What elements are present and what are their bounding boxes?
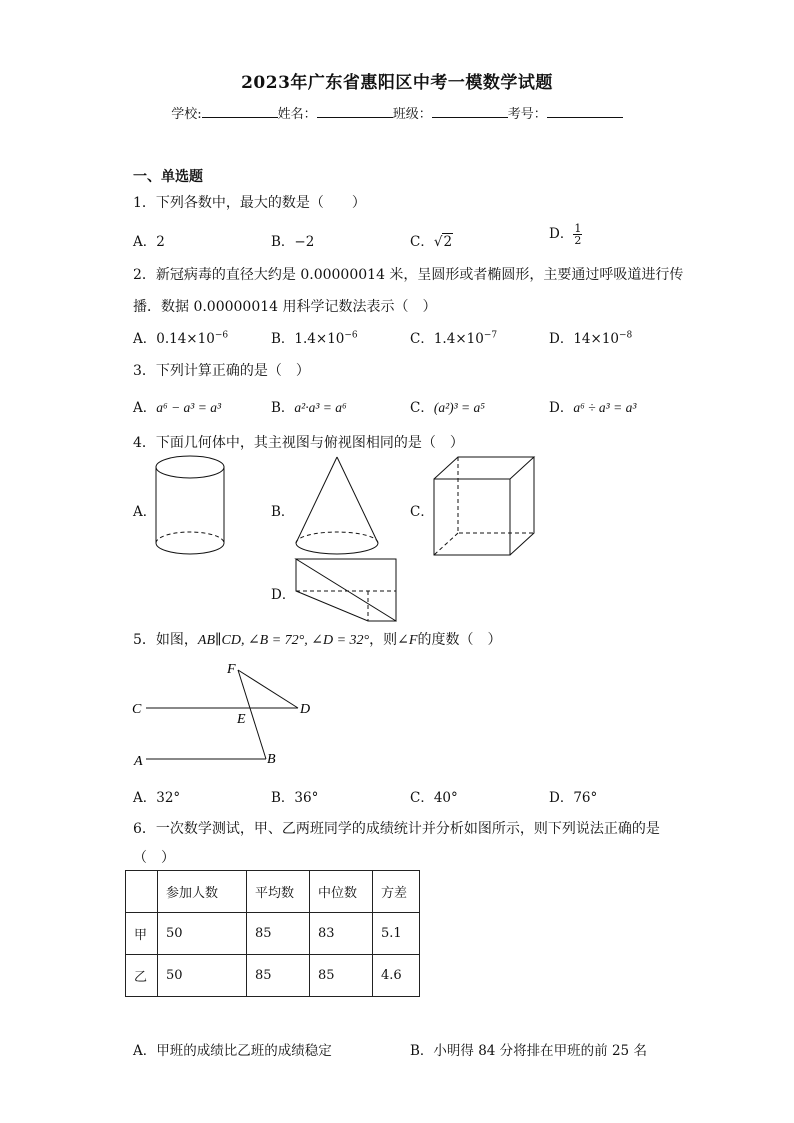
q1-stem: 1．下列各数中，最大的数是（ ） xyxy=(133,195,366,211)
exam-no-label: 考号： xyxy=(507,107,547,122)
q5-option-d: D．76° xyxy=(549,790,598,806)
table-cell: 85 xyxy=(247,955,310,997)
table-cell: 5.1 xyxy=(373,913,420,955)
q3-c-expr: (a²)³ = a⁵ xyxy=(433,400,485,415)
q3-option-a xyxy=(133,396,221,416)
parallel-lines-figure xyxy=(130,655,330,775)
q6-option-a: A．甲班的成绩比乙班的成绩稳定 xyxy=(133,1043,332,1059)
q3-a-expr: a⁶ − a³ = a³ xyxy=(156,400,222,415)
school-label: 学校: xyxy=(171,107,202,122)
label-a: A xyxy=(134,754,143,769)
q4-option-c: C． xyxy=(410,504,434,520)
table-cell: 4.6 xyxy=(373,955,420,997)
q1-option-b xyxy=(271,230,314,250)
table-cell: 85 xyxy=(247,913,310,955)
class-label: 班级： xyxy=(392,107,432,122)
label-e: E xyxy=(237,712,246,727)
q1-c-prefix: C． xyxy=(410,234,434,250)
q3-stem: 3．下列计算正确的是（ ） xyxy=(133,363,310,379)
q2-d-exp: −8 xyxy=(619,330,633,341)
q6-stem-line1: 6．一次数学测试，甲、乙两班同学的成绩统计并分析如图所示，则下列说法正确的是 xyxy=(133,821,660,837)
q5-stem-suffix: 的度数（ ） xyxy=(417,632,502,648)
q4-option-b: B． xyxy=(271,504,295,520)
q5-stem-angle: ∠F xyxy=(397,633,418,648)
table-cell: 50 xyxy=(158,913,247,955)
q5-option-c: C．40° xyxy=(410,790,458,806)
q3-option-c xyxy=(410,396,485,416)
table-header-cell: 方差 xyxy=(373,871,420,913)
cylinder-figure xyxy=(150,455,230,560)
table-cell: 83 xyxy=(310,913,373,955)
table-header-cell: 参加人数 xyxy=(158,871,247,913)
q1-b-prefix: B． xyxy=(271,234,295,250)
school-blank[interactable] xyxy=(202,105,278,118)
q3-d-prefix: D． xyxy=(549,400,574,416)
q5-stem xyxy=(133,629,501,649)
q2-b-prefix: B． xyxy=(271,331,295,347)
class-blank[interactable] xyxy=(432,105,508,118)
q2-a-prefix: A． xyxy=(133,331,157,347)
q5-stem-prefix: 5．如图， xyxy=(133,632,198,648)
q2-c-prefix: C． xyxy=(410,331,434,347)
table-header-cell: 平均数 xyxy=(247,871,310,913)
q3-d-expr: a⁶ ÷ a³ = a³ xyxy=(573,400,637,415)
label-c: C xyxy=(132,702,142,717)
q1-c-radicand: 2 xyxy=(443,234,453,250)
student-info-line xyxy=(0,103,794,122)
name-blank[interactable] xyxy=(317,105,393,118)
q5-stem-mid: ，则 xyxy=(369,632,398,648)
q5-option-a: A．32° xyxy=(133,790,181,806)
q5-option-b: B．36° xyxy=(271,790,319,806)
table-row xyxy=(126,913,420,955)
cube-figure xyxy=(430,455,540,560)
q2-c-base: 1.4×10 xyxy=(433,331,484,347)
q5-stem-condition: AB∥CD, ∠B = 72°, ∠D = 32° xyxy=(197,633,370,648)
exam-no-blank[interactable] xyxy=(547,105,623,118)
q3-option-d xyxy=(549,396,636,416)
q4-option-d: D． xyxy=(271,587,296,603)
label-b: B xyxy=(267,752,276,767)
label-f: F xyxy=(227,662,236,677)
q3-c-prefix: C． xyxy=(410,400,434,416)
table-cell: 85 xyxy=(310,955,373,997)
q2-b-exp: −6 xyxy=(344,330,358,341)
q1-option-d xyxy=(549,222,582,246)
section-title: 一、单选题 xyxy=(133,169,203,185)
q3-b-expr: a²·a³ = a⁶ xyxy=(294,400,347,415)
q2-a-base: 0.14×10 xyxy=(156,331,215,347)
q1-d-denominator: 2 xyxy=(574,234,582,247)
q2-option-c xyxy=(410,327,497,347)
q1-option-a: A．2 xyxy=(133,234,165,250)
q2-stem-line2: 播．数据 0.00000014 用科学记数法表示（ ） xyxy=(133,299,437,315)
cone-figure xyxy=(290,455,390,560)
table-cell: 50 xyxy=(158,955,247,997)
q6-stem-line2: （ ） xyxy=(133,850,175,866)
q2-c-exp: −7 xyxy=(483,330,498,341)
q2-b-base: 1.4×10 xyxy=(294,331,345,347)
name-label: 姓名： xyxy=(277,107,317,122)
q2-stem-line1: 2．新冠病毒的直径大约是 0.00000014 米，呈圆形或者椭圆形，主要通过呼吸道进行传 xyxy=(133,267,684,283)
page-title: 2023年广东省惠阳区中考一模数学试题 xyxy=(241,73,553,93)
q4-stem: 4．下面几何体中，其主视图与俯视图相同的是（ ） xyxy=(133,435,464,451)
q1-c-sqrt: √2 xyxy=(433,234,453,250)
q3-option-b xyxy=(271,396,347,416)
q3-a-prefix: A． xyxy=(133,400,157,416)
triangular-prism-figure xyxy=(292,555,404,625)
q1-d-numerator: 1 xyxy=(574,222,582,235)
q2-option-b xyxy=(271,327,358,347)
table-header-row xyxy=(126,871,420,913)
q6-option-b: B．小明得 84 分将排在甲班的前 25 名 xyxy=(410,1043,647,1059)
q2-option-a xyxy=(133,327,228,347)
q1-b-value: −2 xyxy=(294,234,315,250)
table-header-cell xyxy=(126,871,158,913)
q1-d-fraction xyxy=(573,223,582,246)
table-row xyxy=(126,955,420,997)
q1-option-c xyxy=(410,230,453,250)
q3-b-prefix: B． xyxy=(271,400,295,416)
q2-option-d xyxy=(549,327,632,347)
q2-d-prefix: D． xyxy=(549,331,574,347)
table-header-cell: 中位数 xyxy=(310,871,373,913)
table-cell: 甲 xyxy=(126,913,158,955)
q2-a-exp: −6 xyxy=(214,330,229,341)
table-cell: 乙 xyxy=(126,955,158,997)
q4-option-a: A． xyxy=(133,504,157,520)
q2-d-base: 14×10 xyxy=(573,331,619,347)
label-d: D xyxy=(300,702,311,717)
q1-d-prefix: D． xyxy=(549,226,574,242)
score-stats-table xyxy=(125,870,420,997)
